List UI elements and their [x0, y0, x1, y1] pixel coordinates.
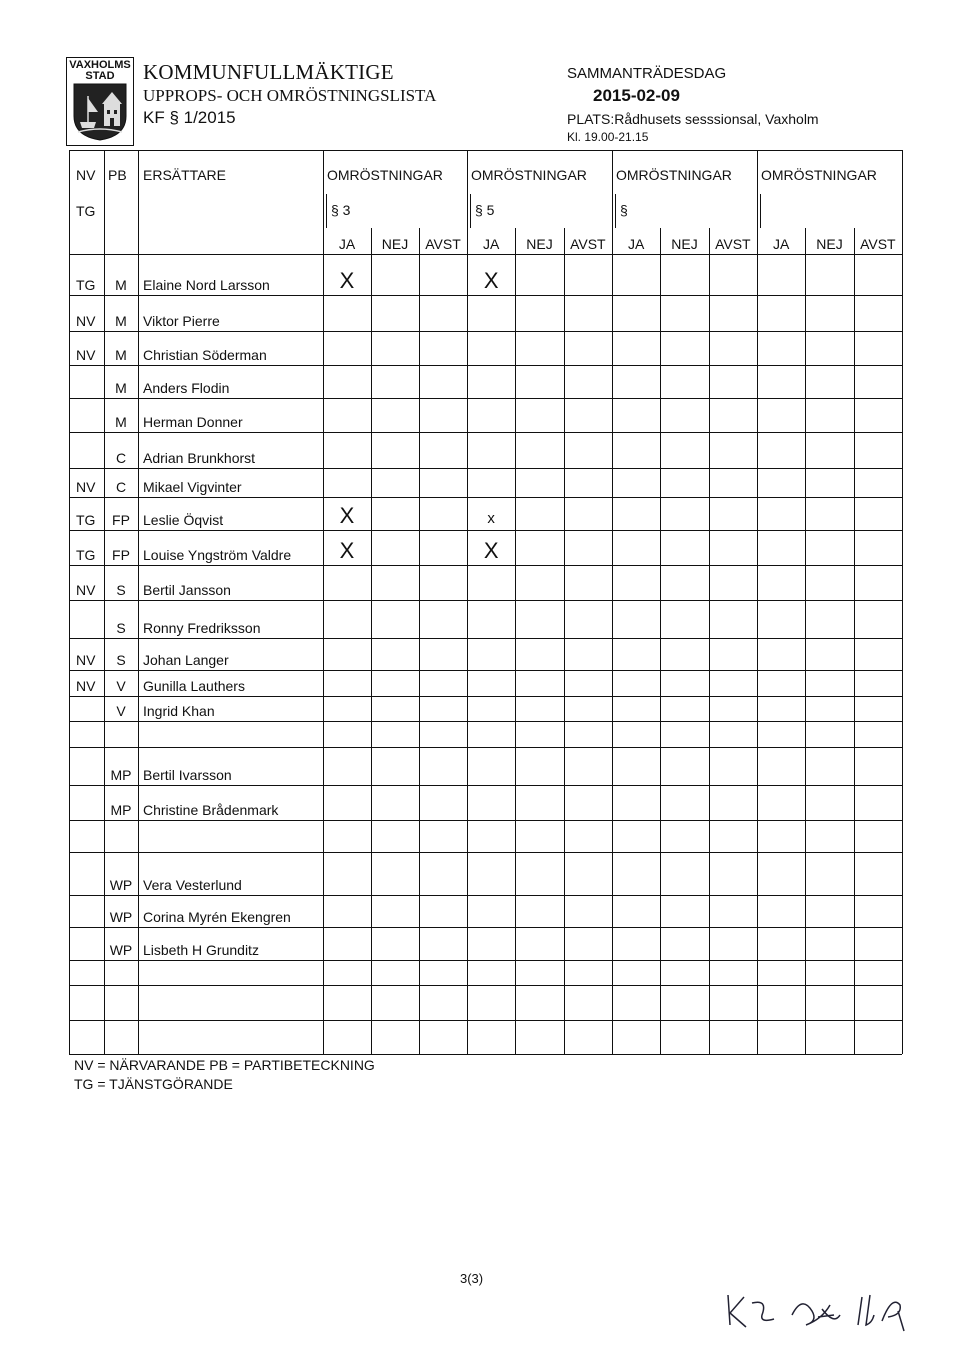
row-status: TG — [76, 512, 96, 528]
vote-mark: X — [339, 503, 355, 528]
legend-line-1: NV = NÄRVARANDE PB = PARTIBETECKNING — [74, 1057, 375, 1073]
meeting-date: 2015-02-09 — [593, 86, 680, 105]
kf-paragraph: KF § 1/2015 — [143, 108, 236, 127]
row-party: S — [116, 620, 126, 636]
row-status: TG — [76, 547, 96, 563]
document-subtitle: UPPROPS- OCH OMRÖSTNINGSLISTA — [143, 86, 437, 105]
row-party: MP — [110, 802, 132, 818]
row-name: Ingrid Khan — [143, 703, 215, 719]
vote-subheader: NEJ — [671, 236, 698, 252]
header-ersattare: ERSÄTTARE — [143, 167, 226, 183]
row-name: Christine Brådenmark — [143, 802, 279, 818]
row-party: M — [115, 313, 127, 329]
vote-group-divider — [323, 150, 324, 1054]
row-border — [69, 960, 902, 961]
vote-group-divider — [612, 150, 613, 1054]
row-party: WP — [109, 942, 133, 958]
header-nv: NV — [76, 167, 96, 183]
row-name: Viktor Pierre — [143, 313, 220, 329]
row-status: NV — [76, 678, 96, 694]
vote-group-title: OMRÖSTNINGAR — [471, 167, 587, 183]
signature-initials-image — [722, 1285, 922, 1335]
row-border — [69, 331, 902, 332]
vote-subheader: JA — [627, 236, 645, 252]
row-border — [69, 600, 902, 601]
paragraph-marker — [615, 194, 616, 228]
vote-group-paragraph: § 5 — [475, 202, 495, 218]
coat-of-arms-icon — [70, 82, 130, 142]
vote-subcolumn-divider — [854, 228, 855, 1054]
row-border — [69, 638, 902, 639]
vote-subheader: AVST — [425, 236, 461, 252]
row-party: C — [115, 450, 127, 466]
header-tg: TG — [76, 203, 96, 219]
vote-mark: X — [339, 538, 355, 563]
vote-subheader: NEJ — [381, 236, 409, 252]
row-name: Adrian Brunkhorst — [143, 450, 256, 466]
table-right-border — [902, 150, 903, 1054]
row-status: NV — [76, 313, 96, 329]
row-status: NV — [76, 582, 96, 598]
vote-subheader: AVST — [570, 236, 606, 252]
row-name: Corina Myrén Ekengren — [143, 909, 291, 925]
row-name: Mikael Vigvinter — [143, 479, 242, 495]
row-party: FP — [112, 512, 130, 528]
row-party: M — [115, 277, 127, 293]
vote-subcolumn-divider — [419, 228, 420, 1054]
row-status: NV — [76, 347, 96, 363]
row-party: FP — [112, 547, 130, 563]
vote-group-divider — [467, 150, 468, 1054]
row-name: Lisbeth H Grunditz — [143, 942, 259, 958]
row-border — [69, 565, 902, 566]
vote-group-title: OMRÖSTNINGAR — [761, 167, 877, 183]
row-name: Bertil Ivarsson — [143, 767, 232, 783]
row-border — [69, 927, 902, 928]
row-party: C — [115, 479, 127, 495]
row-status: NV — [76, 652, 96, 668]
row-border — [69, 398, 902, 399]
vote-subheader: NEJ — [816, 236, 843, 252]
row-border — [69, 295, 902, 296]
meeting-time: Kl. 19.00-21.15 — [567, 130, 649, 144]
row-border — [69, 747, 902, 748]
vote-subheader: JA — [772, 236, 790, 252]
row-border — [69, 1054, 902, 1055]
row-border — [69, 895, 902, 896]
vote-subheader: AVST — [860, 236, 896, 252]
row-name: Christian Söderman — [143, 347, 267, 363]
logo-line-1: VAXHOLMS — [69, 59, 131, 71]
page-number: 3(3) — [460, 1271, 484, 1286]
row-party: V — [116, 678, 126, 694]
municipality-logo — [66, 57, 134, 146]
row-name: Gunilla Lauthers — [143, 678, 245, 694]
vote-subcolumn-divider — [660, 228, 661, 1054]
row-border — [69, 1020, 902, 1021]
row-name: Louise Yngström Valdre — [143, 547, 292, 563]
vote-group-title: OMRÖSTNINGAR — [327, 167, 443, 183]
table-header-bottom-border — [69, 254, 902, 255]
row-party: V — [116, 703, 126, 719]
row-border — [69, 820, 902, 821]
row-border — [69, 985, 902, 986]
row-party: MP — [110, 767, 132, 783]
vote-subheader: AVST — [715, 236, 751, 252]
paragraph-marker — [326, 194, 327, 228]
vote-subcolumn-divider — [371, 228, 372, 1054]
row-border — [69, 497, 902, 498]
row-border — [69, 468, 902, 469]
row-party: M — [115, 414, 127, 430]
row-party: WP — [109, 877, 133, 893]
row-party: M — [115, 380, 127, 396]
vote-group-paragraph: § — [620, 202, 628, 218]
paragraph-marker — [470, 194, 471, 228]
row-name: Anders Flodin — [143, 380, 230, 396]
vote-subcolumn-divider — [709, 228, 710, 1054]
vote-mark: X — [483, 538, 499, 563]
row-name: Vera Vesterlund — [143, 877, 242, 893]
row-party: S — [116, 652, 126, 668]
paragraph-marker — [760, 194, 761, 228]
row-status: TG — [76, 277, 96, 293]
row-border — [69, 530, 902, 531]
header-pb: PB — [108, 167, 127, 183]
vote-mark: X — [339, 268, 355, 293]
row-border — [69, 852, 902, 853]
vote-subcolumn-divider — [805, 228, 806, 1054]
row-name: Herman Donner — [143, 414, 243, 430]
logo-line-2: STAD — [85, 70, 115, 82]
pb-column-divider — [104, 150, 105, 1054]
row-status: NV — [76, 479, 96, 495]
row-party: S — [116, 582, 126, 598]
vote-subheader: JA — [338, 236, 356, 252]
table-top-border — [69, 150, 902, 151]
row-border — [69, 432, 902, 433]
legend-line-2: TG = TJÄNSTGÖRANDE — [74, 1076, 233, 1092]
row-border — [69, 721, 902, 722]
vote-mark: x — [487, 510, 495, 527]
table-left-border — [69, 150, 70, 1054]
row-name: Elaine Nord Larsson — [143, 277, 270, 293]
row-name: Johan Langer — [143, 652, 229, 668]
row-party: M — [115, 347, 127, 363]
name-column-divider — [138, 150, 139, 1054]
row-border — [69, 785, 902, 786]
row-party: WP — [109, 909, 133, 925]
row-name: Leslie Öqvist — [143, 512, 224, 528]
vote-subcolumn-divider — [564, 228, 565, 1054]
vote-group-divider — [757, 150, 758, 1054]
document-title: KOMMUNFULLMÄKTIGE — [143, 60, 394, 84]
row-name: Bertil Jansson — [143, 582, 231, 598]
meeting-date-label: SAMMANTRÄDESDAG — [567, 65, 727, 82]
row-border — [69, 365, 902, 366]
row-border — [69, 670, 902, 671]
vote-group-paragraph: § 3 — [331, 202, 351, 218]
row-name: Ronny Fredriksson — [143, 620, 261, 636]
vote-subheader: JA — [482, 236, 500, 252]
vote-mark: X — [483, 268, 499, 293]
row-border — [69, 696, 902, 697]
vote-subheader: NEJ — [526, 236, 553, 252]
vote-subcolumn-divider — [515, 228, 516, 1054]
vote-group-title: OMRÖSTNINGAR — [616, 167, 732, 183]
meeting-place: PLATS:Rådhusets sesssionsal, Vaxholm — [567, 111, 819, 127]
